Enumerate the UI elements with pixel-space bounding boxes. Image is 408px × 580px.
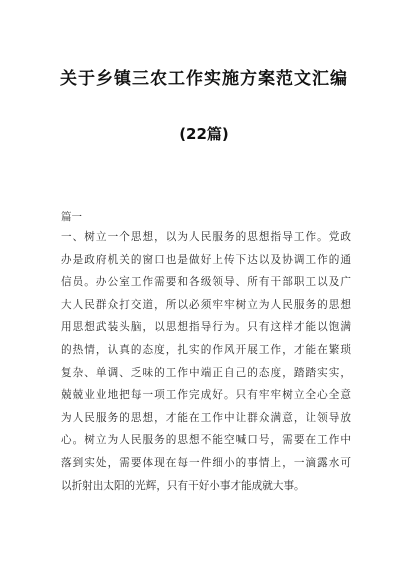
text-line: 兢兢业业地把每一项工作完成好。只有牢牢树立全心全意: [61, 389, 351, 402]
text-line: 用思想武装头脑，以思想指导行为。只有这样才能以饱满: [61, 321, 351, 334]
text-line: 心。树立为人民服务的思想不能空喊口号，需要在工作中: [61, 434, 351, 447]
document-title: 关于乡镇三农工作实施方案范文汇编: [60, 69, 348, 89]
text-line: 落到实处，需要体现在每一件细小的事情上，一滴露水可: [61, 456, 351, 469]
body-paragraph: [61, 226, 351, 497]
text-line: 办是政府机关的窗口也是做好上传下达以及协调工作的通: [61, 253, 351, 266]
text-line: 以折射出太阳的光辉，只有干好小事才能成就大事。: [61, 479, 305, 492]
text-line: 复杂、单调、乏味的工作中端正自己的态度，踏踏实实，: [61, 366, 351, 379]
text-line: 大人民群众打交道，所以必须牢牢树立为人民服务的思想: [61, 298, 351, 311]
text-line: 一、树立一个思想，以为人民服务的思想指导工作。党政: [61, 231, 351, 243]
document-subtitle: (22篇): [179, 125, 229, 143]
text-line: 为人民服务的思想，才能在工作中让群众满意，让领导放: [61, 411, 351, 424]
text-line: 的热情，认真的态度，扎实的作风开展工作，才能在繁琐: [61, 343, 351, 356]
text-line: 信员。办公室工作需要和各级领导、所有干部职工以及广: [61, 276, 351, 289]
section-label: 篇一: [61, 211, 82, 223]
